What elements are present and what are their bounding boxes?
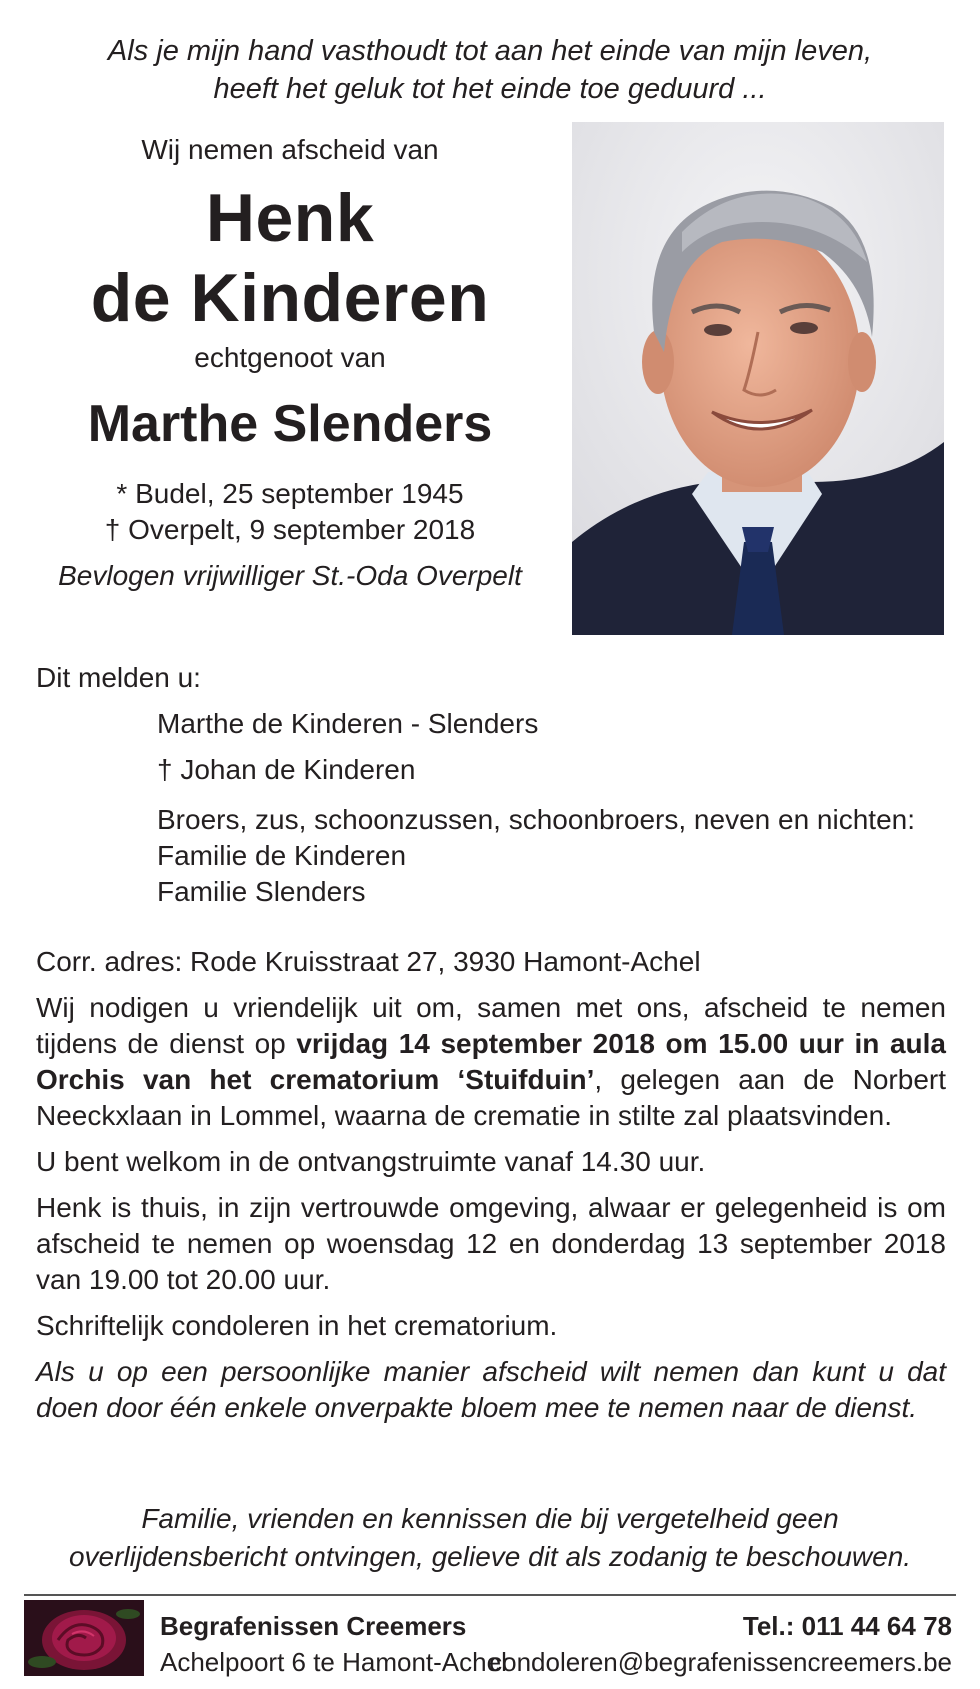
closing-line-1: Familie, vrienden en kennissen die bij vergetelheid geen — [141, 1503, 839, 1534]
deceased-name — [40, 178, 540, 338]
motto-line-2: heeft het geluk tot het einde toe geduurd ... — [213, 73, 767, 105]
rose-logo — [24, 1600, 144, 1676]
closing-notice — [40, 1500, 940, 1576]
family-list — [157, 706, 946, 910]
motto-line-1: Als je mijn hand vasthoudt tot aan het einde van mijn leven, — [107, 35, 873, 67]
family-group-entry: Familie de Kinderen — [157, 840, 407, 871]
deceased-last-name: de Kinderen — [90, 260, 490, 336]
birth-date: * Budel, 25 september 1945 — [116, 478, 464, 509]
family-group-entry: Familie Slenders — [157, 876, 366, 907]
family-group-label: Broers, zus, schoonzussen, schoonbroers, neven en nichten: — [157, 804, 915, 835]
closing-line-2: overlijdensbericht ontvingen, gelieve dit als zodanig te beschouwen. — [68, 1541, 912, 1572]
deceased-first-name: Henk — [205, 180, 375, 256]
footer-divider — [24, 1594, 956, 1596]
announcement-label: Dit melden u: — [36, 662, 201, 693]
family-entry-son: † Johan de Kinderen — [157, 754, 416, 785]
welcome-time: U bent welkom in de ontvangstruimte vanaf 14.30 uur. — [36, 1146, 706, 1177]
correspondence-address: Corr. adres: Rode Kruisstraat 27, 3930 Hamont-Achel — [36, 946, 701, 977]
farewell-intro: Wij nemen afscheid van — [141, 134, 439, 165]
invitation-text-end: , gelegen aan de Norbert Neeckxlaan in Lommel, waarna de crematie in stilte zal plaatsvinden. — [36, 1064, 946, 1131]
family-entry-spouse: Marthe de Kinderen - Slenders — [157, 708, 539, 739]
flower-note: Als u op een persoonlijke manier afscheid wilt nemen dan kunt u dat doen door één enkele onverpakte bloem mee te nemen naar de dienst. — [36, 1356, 946, 1423]
deceased-info — [40, 128, 540, 594]
home-visit: Henk is thuis, in zijn vertrouwde omgeving, alwaar er gelegenheid is om afscheid te nemen op woensdag 12 en donderdag 13 september 2018 van 19.00 tot 20.00 uur. — [36, 1192, 946, 1295]
spouse-name: Marthe Slenders — [87, 395, 493, 453]
condolence-note: Schriftelijk condoleren in het crematorium. — [36, 1310, 558, 1341]
contact-info — [489, 1608, 952, 1680]
phone-number: Tel.: 011 44 64 78 — [742, 1611, 952, 1641]
announcement-body — [36, 660, 946, 1426]
condolence-email: condoleren@begrafenissencreemers.be — [489, 1647, 952, 1677]
invitation-text-start: Wij nodigen u vriendelijk uit om, samen met ons, afscheid te nemen tijdens de dienst op — [36, 992, 946, 1059]
undertaker-name: Begrafenissen Creemers — [160, 1611, 467, 1641]
portrait-photo — [572, 122, 944, 635]
volunteer-role: Bevlogen vrijwilliger St.-Oda Overpelt — [58, 560, 522, 591]
service-invitation — [36, 990, 946, 1134]
service-date-location: vrijdag 14 september 2018 om 15.00 uur in aula Orchis van het crematorium ‘Stuifduin’ — [36, 1028, 947, 1095]
life-dates — [40, 476, 540, 548]
spouse-intro: echtgenoot van — [194, 342, 386, 373]
undertaker-info — [160, 1608, 507, 1680]
undertaker-address: Achelpoort 6 te Hamont-Achel — [160, 1647, 507, 1677]
death-date: † Overpelt, 9 september 2018 — [104, 514, 476, 545]
motto-quote — [60, 32, 920, 108]
